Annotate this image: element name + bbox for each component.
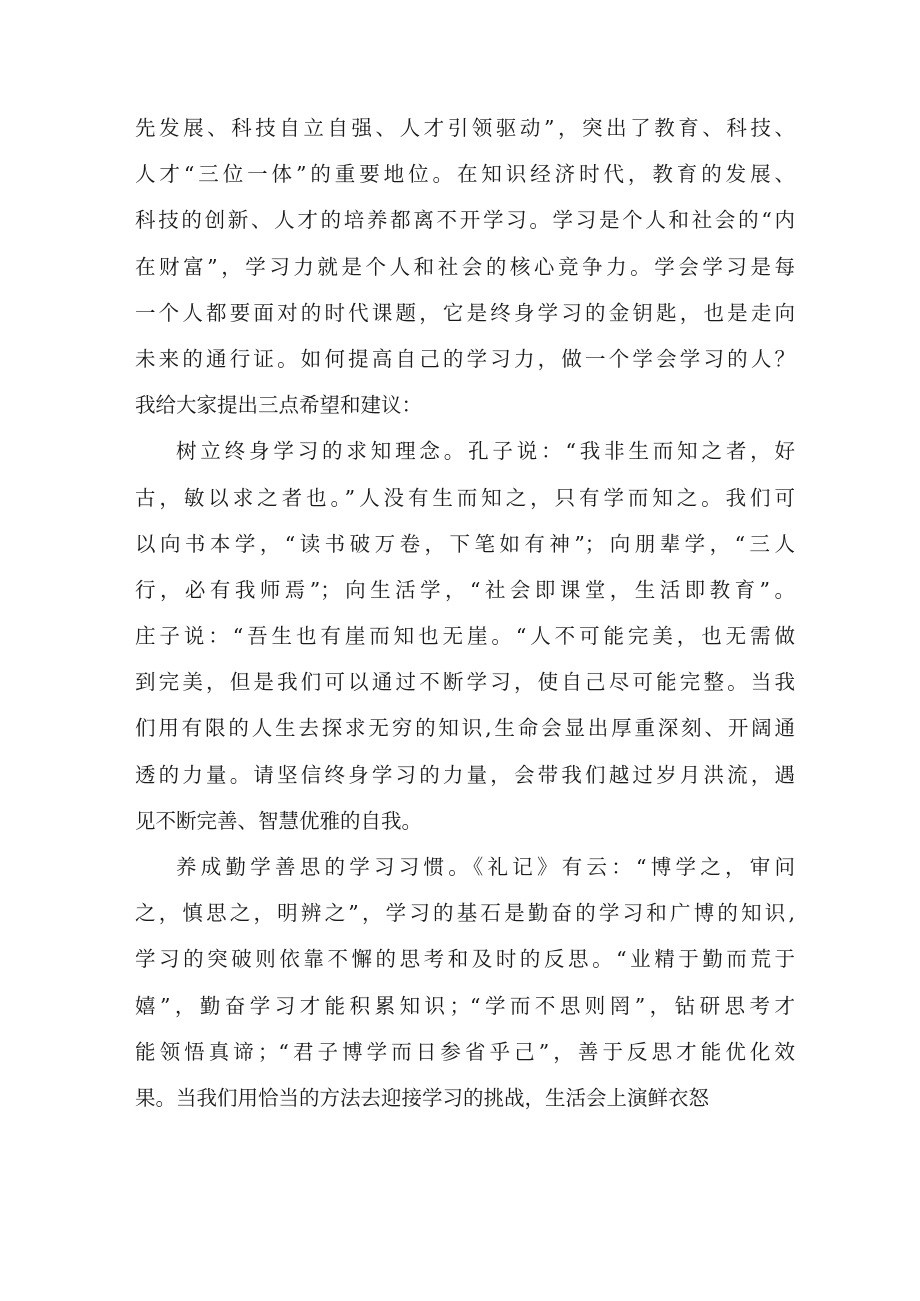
text-line: 们用有限的人生去探求无穷的知识,生命会显出厚重深刻、开阔通 bbox=[135, 716, 795, 741]
text-line: 我给大家提出三点希望和建议： bbox=[135, 393, 422, 418]
text-line: 透的力量。请坚信终身学习的力量，会带我们越过岁月洪流，遇 bbox=[135, 762, 795, 787]
text-line: 树立终身学习的求知理念。孔子说：“我非生而知之者，好 bbox=[176, 439, 795, 464]
text-line: 古，敏以求之者也。”人没有生而知之，只有学而知之。我们可 bbox=[135, 485, 795, 510]
text-line: 能领悟真谛；“君子博学而日参省乎己”，善于反思才能优化效 bbox=[135, 1039, 795, 1064]
text-line: 见不断完善、智慧优雅的自我。 bbox=[135, 808, 422, 833]
text-line: 养成勤学善思的学习习惯。《礼记》有云：“博学之，审问 bbox=[176, 855, 795, 879]
text-line: 人才“三位一体”的重要地位。在知识经济时代，教育的发展、 bbox=[135, 162, 795, 187]
text-line: 以向书本学，“读书破万卷，下笔如有神”；向朋辈学，“三人 bbox=[135, 531, 795, 556]
text-line: 之，慎思之，明辨之”，学习的基石是勤奋的学习和广博的知识, bbox=[135, 901, 795, 926]
text-line: 嬉”，勤奋学习才能积累知识；“学而不思则罔”，钻研思考才 bbox=[135, 993, 795, 1018]
text-line: 行，必有我师焉”；向生活学，“社会即课堂，生活即教育”。 bbox=[135, 577, 795, 602]
paragraph bbox=[135, 112, 795, 435]
paragraph bbox=[135, 435, 795, 851]
text-line: 果。当我们用恰当的方法去迎接学习的挑战，生活会上演鲜衣怒 bbox=[135, 1085, 709, 1110]
text-line: 学习的突破则依靠不懈的思考和及时的反思。“业精于勤而荒于 bbox=[135, 947, 795, 972]
text-line: 先发展、科技自立自强、人才引领驱动”，突出了教育、科技、 bbox=[135, 116, 795, 140]
text-line: 一个人都要面对的时代课题，它是终身学习的金钥匙，也是走向 bbox=[135, 300, 795, 325]
text-line: 科技的创新、人才的培养都离不开学习。学习是个人和社会的“内 bbox=[135, 208, 795, 233]
text-line: 在财富”，学习力就是个人和社会的核心竞争力。学会学习是每 bbox=[135, 254, 795, 279]
text-line: 到完美，但是我们可以通过不断学习，使自己尽可能完整。当我 bbox=[135, 670, 795, 695]
document-body bbox=[135, 112, 795, 1128]
text-line: 未来的通行证。如何提高自己的学习力，做一个学会学习的人？ bbox=[135, 346, 795, 371]
paragraph bbox=[135, 851, 795, 1128]
text-line: 庄子说：“吾生也有崖而知也无崖。“人不可能完美，也无需做 bbox=[135, 624, 795, 649]
